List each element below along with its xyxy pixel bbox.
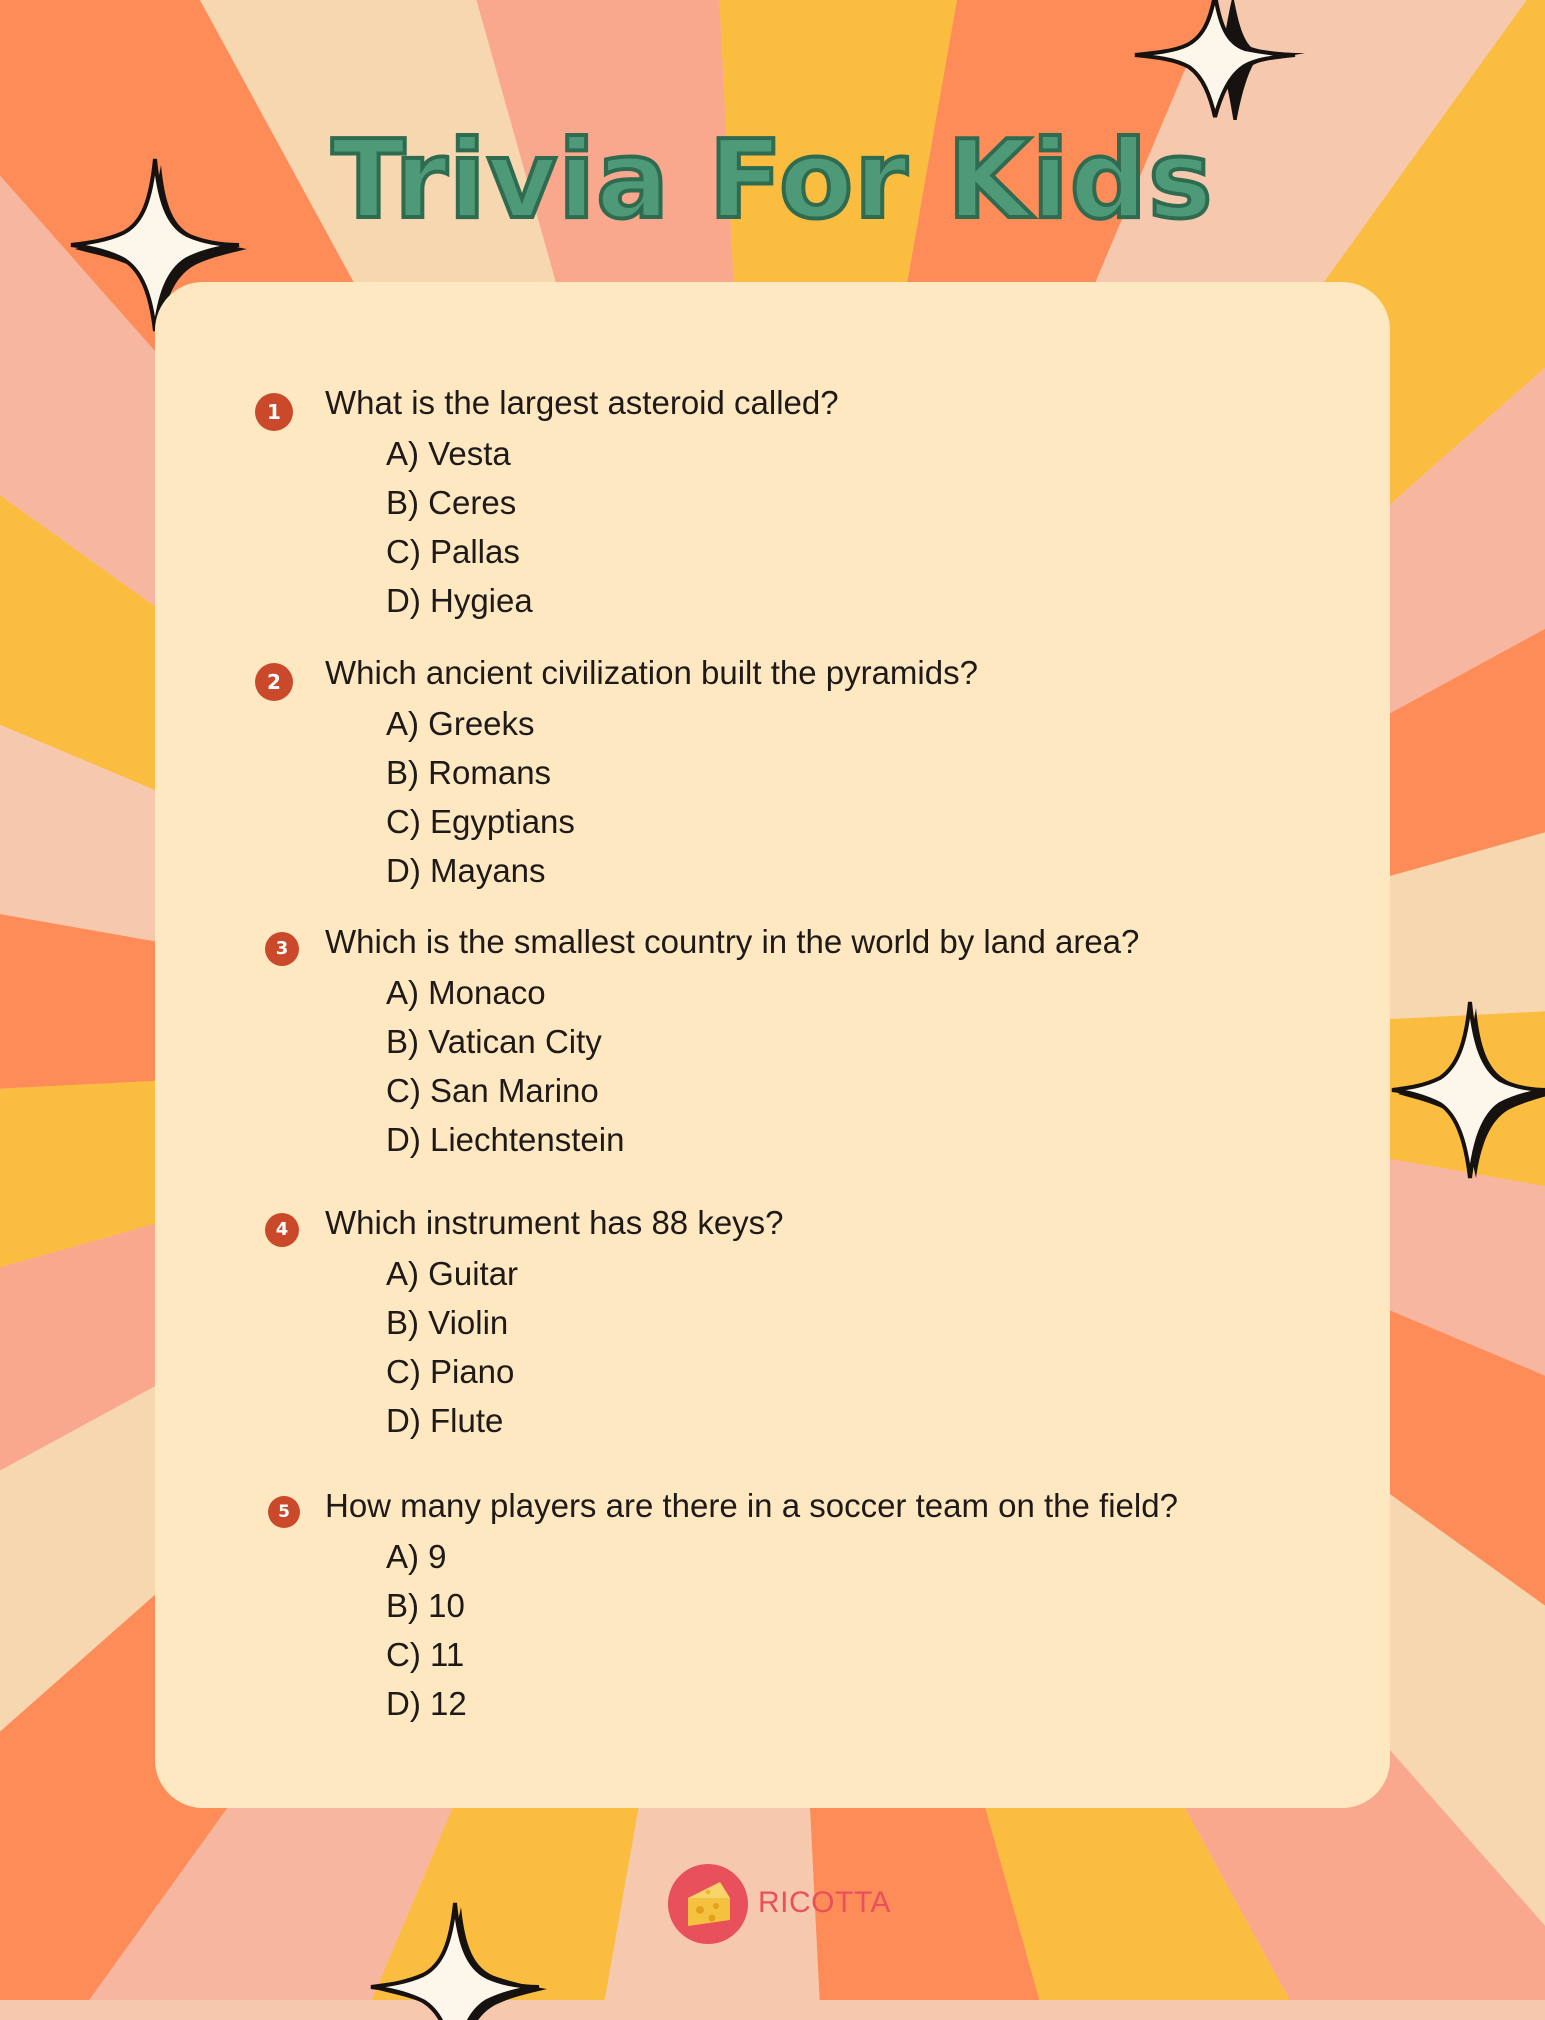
answer-option-b: B) Vatican City — [386, 1023, 602, 1060]
answer-option-a: A) 9 — [386, 1538, 447, 1575]
brand-logo — [668, 1864, 928, 1944]
answer-option-c: C) San Marino — [386, 1072, 599, 1109]
sparkle-star-right-icon — [1385, 995, 1545, 1185]
answer-option-d: D) Flute — [386, 1402, 504, 1439]
answer-option-c: C) 11 — [386, 1636, 465, 1673]
cheese-icon — [668, 1864, 748, 1944]
answer-option-c: C) Egyptians — [386, 803, 575, 840]
question-number-badge: 4 — [265, 1213, 299, 1247]
question-number-badge: 3 — [265, 932, 299, 966]
quiz-card — [155, 282, 1390, 1808]
question-text: Which is the smallest country in the world by land area? — [325, 923, 1140, 960]
question-text: Which ancient civilization built the pyramids? — [325, 654, 978, 691]
question-number-badge: 1 — [255, 393, 293, 431]
answer-option-c: C) Piano — [386, 1353, 515, 1390]
sparkle-star-top-right-icon — [1125, 0, 1305, 120]
answer-option-b: B) Violin — [386, 1304, 509, 1341]
answer-option-c: C) Pallas — [386, 533, 520, 570]
answer-options — [386, 433, 533, 629]
page-title: Trivia For Kids — [331, 118, 1214, 243]
answer-options — [386, 1536, 467, 1732]
question-text: What is the largest asteroid called? — [325, 384, 839, 421]
answer-option-b: B) Ceres — [386, 484, 517, 521]
answer-option-d: D) Mayans — [386, 852, 546, 889]
answer-option-a: A) Guitar — [386, 1255, 519, 1292]
sparkle-star-bottom-icon — [360, 1900, 550, 2020]
answer-option-b: B) Romans — [386, 754, 552, 791]
question-text: Which instrument has 88 keys? — [325, 1204, 784, 1241]
answer-option-a: A) Greeks — [386, 705, 535, 742]
brand-name: RICOTTA — [758, 1886, 891, 1919]
answer-option-d: D) Liechtenstein — [386, 1121, 625, 1158]
answer-option-d: D) Hygiea — [386, 582, 533, 619]
question-number-badge: 2 — [255, 663, 293, 701]
question-text: How many players are there in a soccer team on the field? — [325, 1487, 1178, 1524]
answer-option-d: D) 12 — [386, 1685, 467, 1722]
question-number-badge: 5 — [268, 1496, 300, 1528]
answer-option-a: A) Vesta — [386, 435, 511, 472]
answer-option-a: A) Monaco — [386, 974, 546, 1011]
answer-options — [386, 1253, 518, 1449]
answer-options — [386, 703, 575, 899]
answer-options — [386, 972, 624, 1168]
answer-option-b: B) 10 — [386, 1587, 465, 1624]
